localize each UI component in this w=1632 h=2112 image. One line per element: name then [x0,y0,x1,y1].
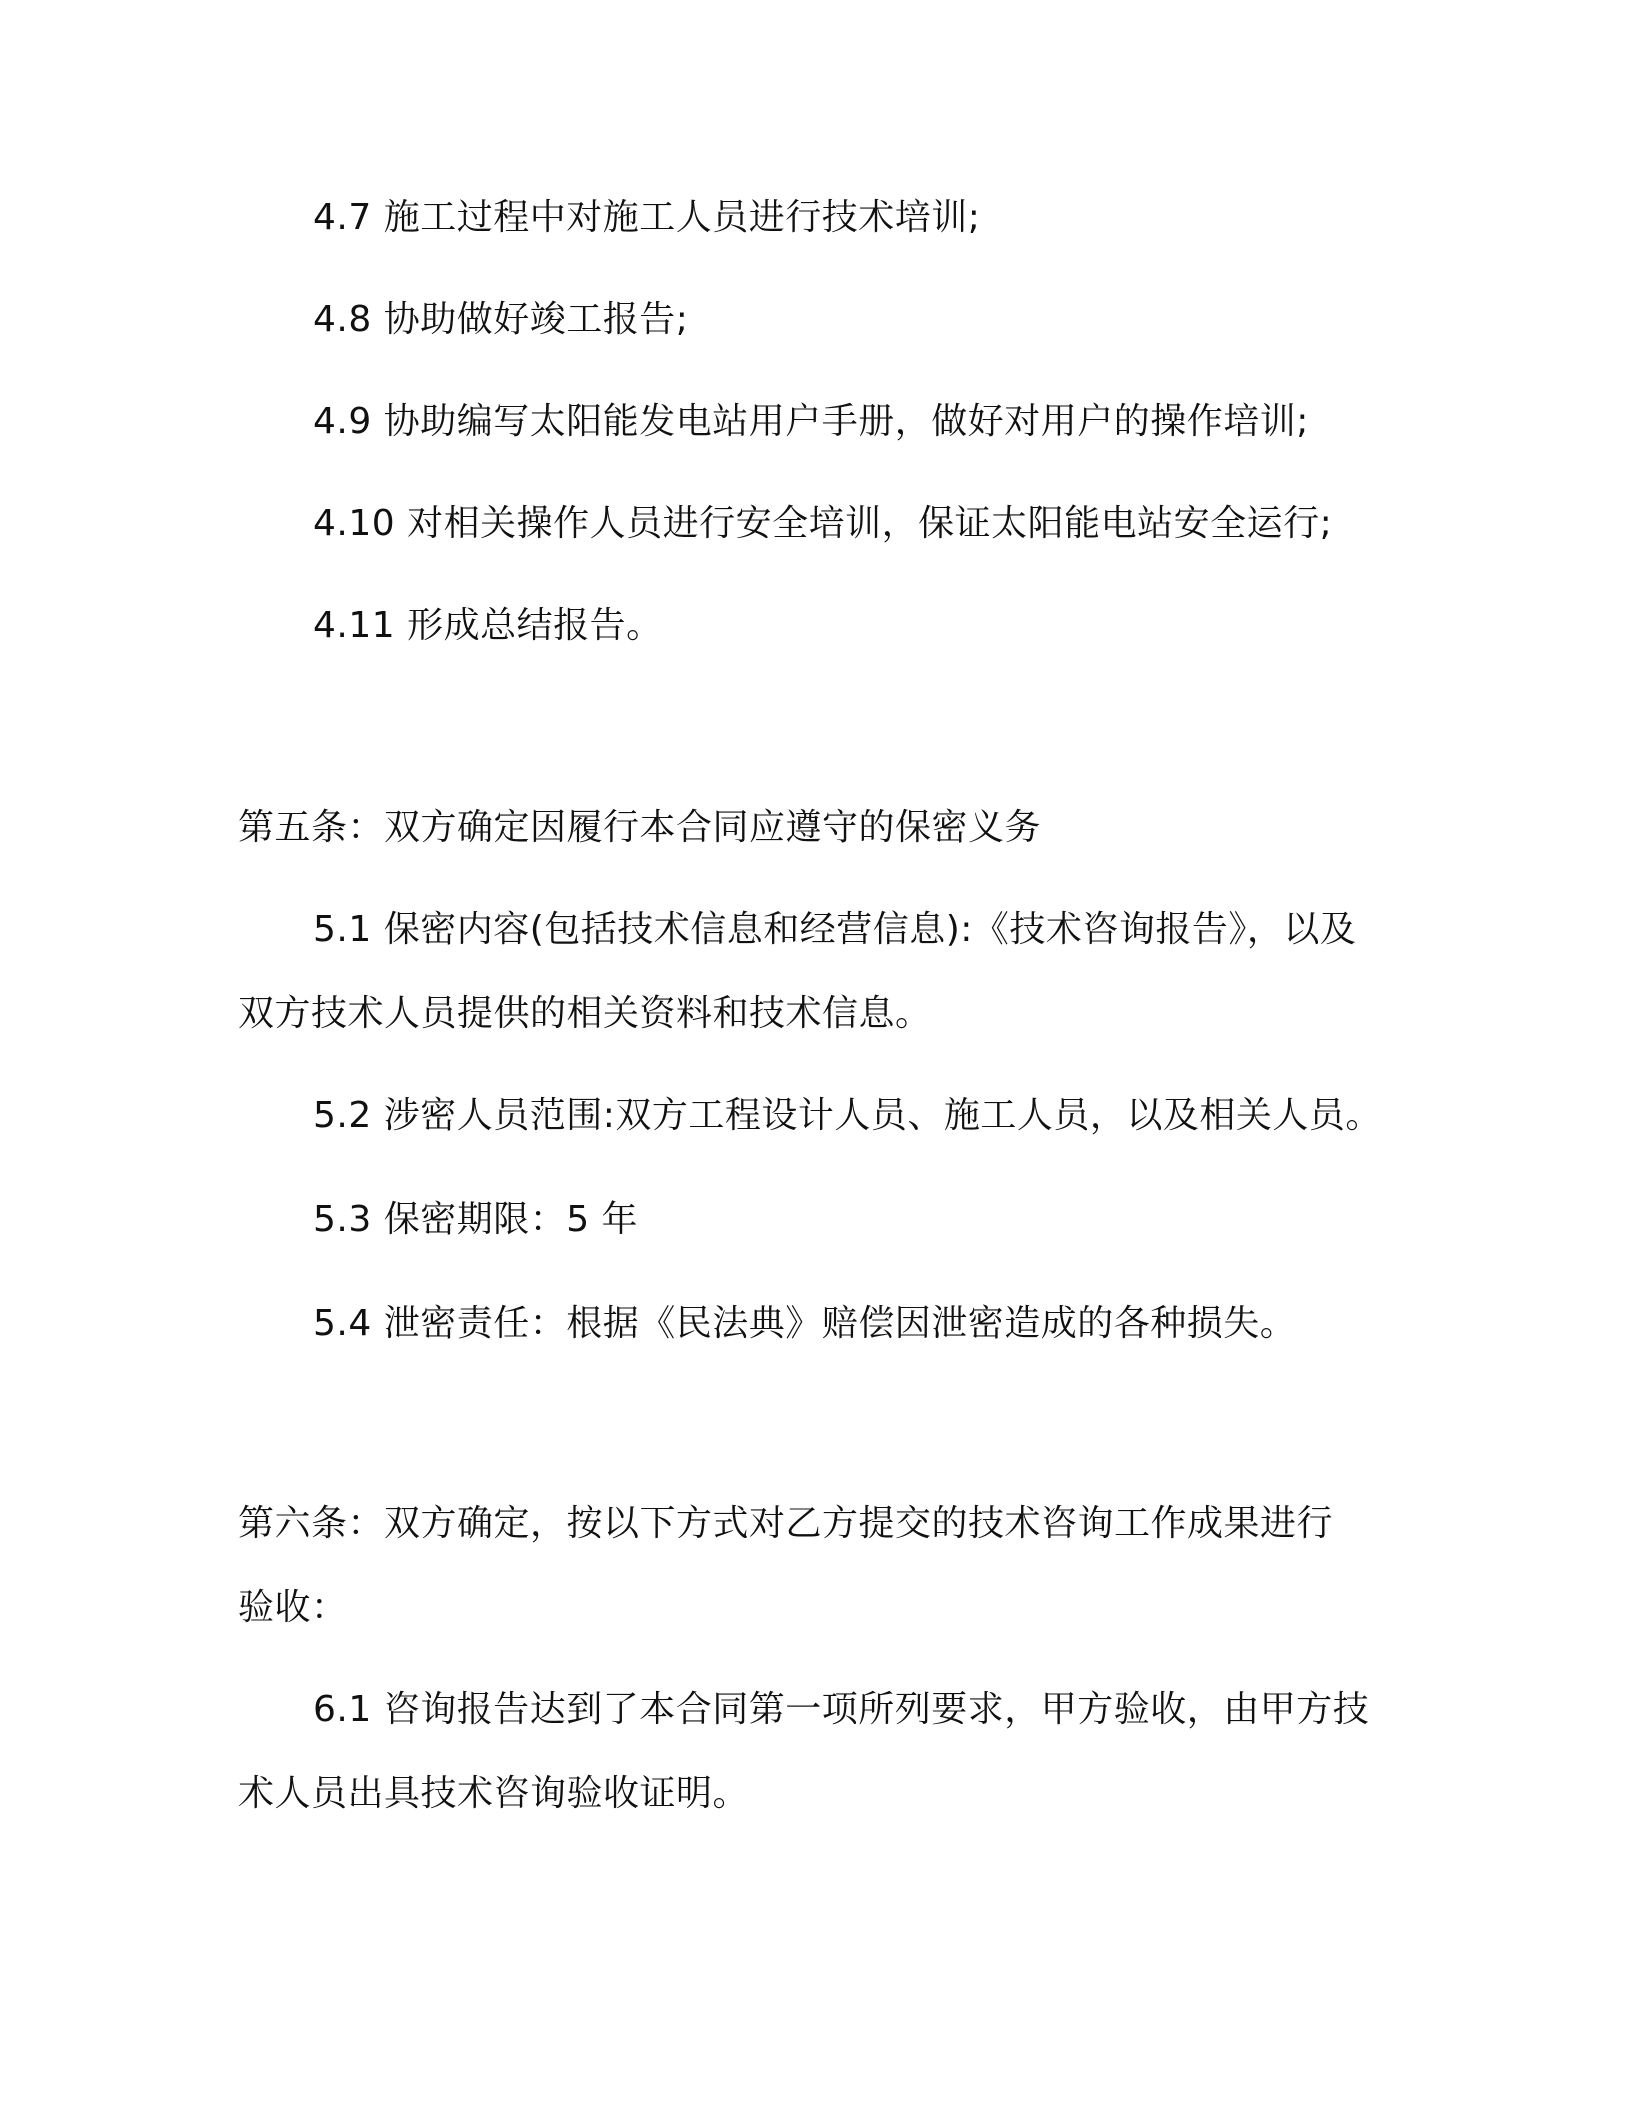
article-6-heading-line-2: 验收： [238,1587,348,1628]
article-6-heading-line-1: 第六条：双方确定，按以下方式对乙方提交的技术咨询工作成果进行 [238,1503,1334,1544]
clause-4-7: 4.7 施工过程中对施工人员进行技术培训; [313,197,981,238]
clause-6-1-line-2: 术人员出具技术咨询验收证明。 [238,1773,750,1814]
article-5-heading: 第五条：双方确定因履行本合同应遵守的保密义务 [238,807,1042,848]
clause-4-10: 4.10 对相关操作人员进行安全培训，保证太阳能电站安全运行; [313,503,1333,544]
clause-4-8: 4.8 协助做好竣工报告; [313,299,689,340]
clause-5-1-line-1: 5.1 保密内容(包括技术信息和经营信息):《技术咨询报告》，以及 [313,909,1357,950]
clause-5-2: 5.2 涉密人员范围:双方工程设计人员、施工人员，以及相关人员。 [313,1095,1382,1136]
clause-6-1-line-1: 6.1 咨询报告达到了本合同第一项所列要求，甲方验收，由甲方技 [313,1689,1370,1730]
clause-4-9: 4.9 协助编写太阳能发电站用户手册，做好对用户的操作培训; [313,401,1309,442]
clause-4-11: 4.11 形成总结报告。 [313,605,663,646]
clause-5-1-line-2: 双方技术人员提供的相关资料和技术信息。 [238,993,932,1034]
clause-5-4: 5.4 泄密责任：根据《民法典》赔偿因泄密造成的各种损失。 [313,1303,1297,1344]
clause-5-3: 5.3 保密期限：5 年 [313,1199,639,1240]
